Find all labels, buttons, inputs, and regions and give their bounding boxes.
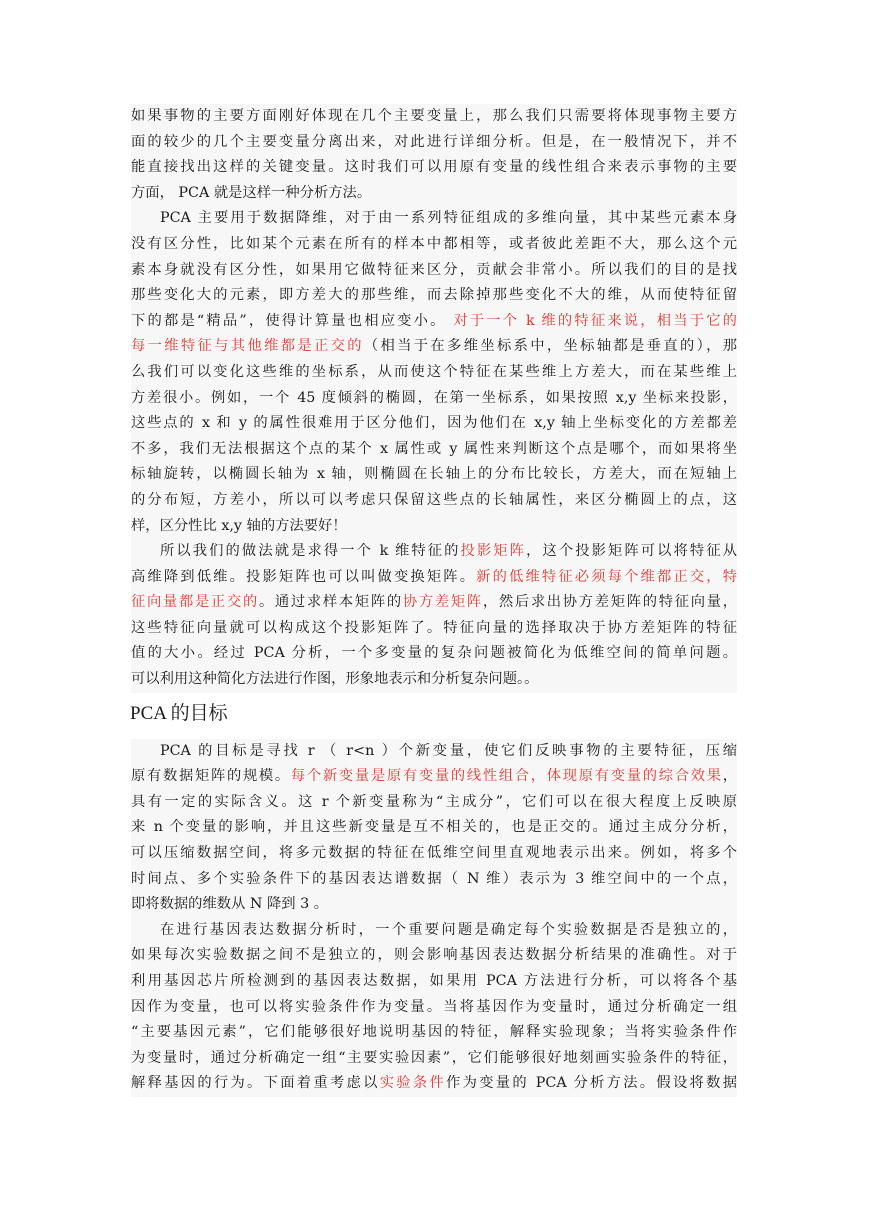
text-line [131, 309, 737, 335]
text-run: 下的都是“精品”，使得计算量也相应变小。 [131, 312, 454, 329]
text-run: 样，区分性比 x,y 轴的方法要好！ [131, 517, 347, 534]
text-line [131, 892, 737, 918]
text-run: 的分布短，方差小，所以可以考虑只保留这些点的长轴属性，来区分椭圆上的点，这 [131, 491, 737, 508]
text-line [131, 1046, 737, 1072]
text-run: 那些变化大的元素，即方差大的那些维，而去除掉那些变化不大的维，从而使特征留 [131, 287, 737, 304]
text-line [131, 181, 737, 207]
text-run: 么我们可以变化这些维的坐标系，从而使这个特征在某些维上方差大，而在某些维上 [131, 363, 737, 380]
text-run: 在进行基因表达数据分析时，一个重要问题是确定每个实验数据是否是独立的， [160, 921, 737, 938]
text-line [131, 206, 737, 232]
text-run: 原有数据矩阵的规模。 [131, 768, 291, 785]
paragraph-block-intro [131, 104, 737, 693]
highlighted-text: 征向量都是正交的 [131, 594, 259, 611]
text-run: 如果事物的主要方面刚好体现在几个主要变量上，那么我们只需要将体现事物主要方 [131, 108, 737, 124]
text-run: 时间点、多个实验条件下的基因表达谱数据（ N 维）表示为 3 维空间中的一个点， [131, 870, 737, 887]
text-line [131, 841, 737, 867]
text-line [131, 815, 737, 841]
highlighted-text: 每一维特征与其他维都是正交的 [131, 338, 364, 355]
text-run: 不多，我们无法根据这个点的某个 x 属性或 y 属性来判断这个点是哪个，而如果将坐 [131, 440, 737, 457]
text-run: 值的大小。经过 PCA 分析，一个多变量的复杂问题被简化为低维空间的简单问题。 [131, 645, 737, 662]
text-run: 高维降到低维。投影矩阵也可以叫做变换矩阵。 [131, 568, 477, 585]
text-line [131, 514, 737, 540]
text-line [131, 437, 737, 463]
text-run: “主要基因元素”，它们能够很好地说明基因的特征，解释实验现象；当将实验条件作 [131, 1024, 737, 1041]
text-line [131, 258, 737, 284]
text-run: 即将数据的维数从 N 降到 3 。 [131, 896, 329, 913]
text-line [131, 943, 737, 969]
highlighted-text: 投影矩阵 [460, 543, 527, 560]
highlighted-text: 实验条件 [379, 1075, 447, 1092]
text-line [131, 104, 737, 130]
text-run: 来 n 个变量的影响，并且这些新变量是互不相关的，也是正交的。通过主成分分析， [131, 819, 737, 836]
text-run: 解释基因的行为。下面着重考虑以 [131, 1075, 380, 1092]
text-line [131, 1020, 737, 1046]
text-line [131, 283, 737, 309]
text-run: PCA 的目标是寻找 r （ r<n ）个新变量，使它们反映事物的主要特征，压缩 [160, 742, 737, 759]
text-run: ，这个投影矩阵可以将特征从 [526, 543, 737, 560]
text-run: 所以我们的做法就是求得一个 k 维特征的 [160, 543, 461, 560]
text-line [131, 565, 737, 591]
text-line [131, 462, 737, 488]
text-run: ，然后求出协方差矩阵的特征向量， [482, 594, 737, 611]
text-run: 标轴旋转，以椭圆长轴为 x 轴，则椭圆在长轴上的分布比较长，方差大，而在短轴上 [131, 466, 737, 483]
document-body [131, 104, 737, 1097]
highlighted-text: 新的低维特征必须每个维都正交，特 [476, 568, 737, 585]
text-line [131, 360, 737, 386]
text-run: 方差很小。例如，一个 45 度倾斜的椭圆，在第一坐标系，如果按照 x,y 坐标来投影， [131, 389, 737, 406]
text-line [131, 411, 737, 437]
text-line [131, 488, 737, 514]
section-heading: PCA 的目标 [130, 693, 737, 739]
text-run: 。通过求样本矩阵的 [258, 594, 403, 611]
text-run: 这些点的 x 和 y 的属性很难用于区分他们，因为他们在 x,y 轴上坐标变化的方差都差 [131, 415, 737, 432]
text-run: 面的较少的几个主要变量分离出来，对此进行详细分析。但是，在一般情况下，并不 [131, 133, 737, 150]
text-run: 可以压缩数据空间，将多元数据的特征在低维空间里直观地表示出来。例如，将多个 [131, 845, 737, 862]
text-run: 素本身就没有区分性，如果用它做特征来区分，贡献会非常小。所以我们的目的是找 [131, 261, 737, 278]
text-run: 可以利用这种简化方法进行作图，形象地表示和分析复杂问题。。 [131, 671, 539, 688]
text-line [131, 995, 737, 1021]
text-line [131, 867, 737, 893]
text-line [131, 739, 737, 765]
text-line [131, 539, 737, 565]
text-run: 方面， PCA 就是这样一种分析方法。 [131, 184, 372, 201]
text-run: （相当于在多维坐标系中，坐标轴都是垂直的），那 [363, 338, 737, 355]
text-line [131, 334, 737, 360]
text-line [131, 918, 737, 944]
text-run: 能直接找出这样的关键变量。这时我们可以用原有变量的线性组合来表示事物的主要 [131, 159, 737, 176]
text-run: 因作为变量，也可以将实验条件作为变量。当将基因作为变量时，通过分析确定一组 [131, 998, 737, 1015]
text-line [131, 667, 737, 693]
text-line [131, 764, 737, 790]
text-run: PCA 主要用于数据降维，对于由一系列特征组成的多维向量，其中某些元素本身 [160, 210, 737, 227]
text-line [131, 386, 737, 412]
text-line [131, 155, 737, 181]
text-line [131, 616, 737, 642]
paragraph-block-goal [131, 739, 737, 1097]
text-run: 利用基因芯片所检测到的基因表达数据，如果用 PCA 方法进行分析，可以将各个基 [131, 973, 737, 989]
text-run: 为变量时，通过分析确定一组“主要实验因素”，它们能够很好地刻画实验条件的特征， [131, 1049, 737, 1066]
highlighted-text: 对于一个 k 维的特征来说，相当于它的 [453, 312, 737, 329]
text-run: 这些特征向量就可以构成这个投影矩阵了。特征向量的选择取决于协方差矩阵的特征 [131, 619, 737, 636]
text-run: 作为变量的 PCA 分析方法。假设将数据 [446, 1075, 737, 1092]
text-run: 具有一定的实际含义。这 r 个新变量称为“主成分”，它们可以在很大程度上反映原 [131, 793, 737, 810]
highlighted-text: 每个新变量是原有变量的线性组合，体现原有变量的综合效果 [290, 768, 723, 785]
highlighted-text: 协方差矩阵 [402, 594, 483, 611]
text-line [131, 790, 737, 816]
text-run: 如果每次实验数据之间不是独立的，则会影响基因表达数据分析结果的准确性。对于 [131, 947, 737, 964]
text-run: 没有区分性，比如某个元素在所有的样本中都相等，或者彼此差距不大，那么这个元 [131, 235, 737, 252]
text-line [131, 1071, 737, 1097]
text-line [131, 590, 737, 616]
text-line [131, 641, 737, 667]
text-line [131, 130, 737, 156]
text-line [131, 232, 737, 258]
text-line [131, 969, 737, 995]
text-run: ， [722, 768, 737, 785]
